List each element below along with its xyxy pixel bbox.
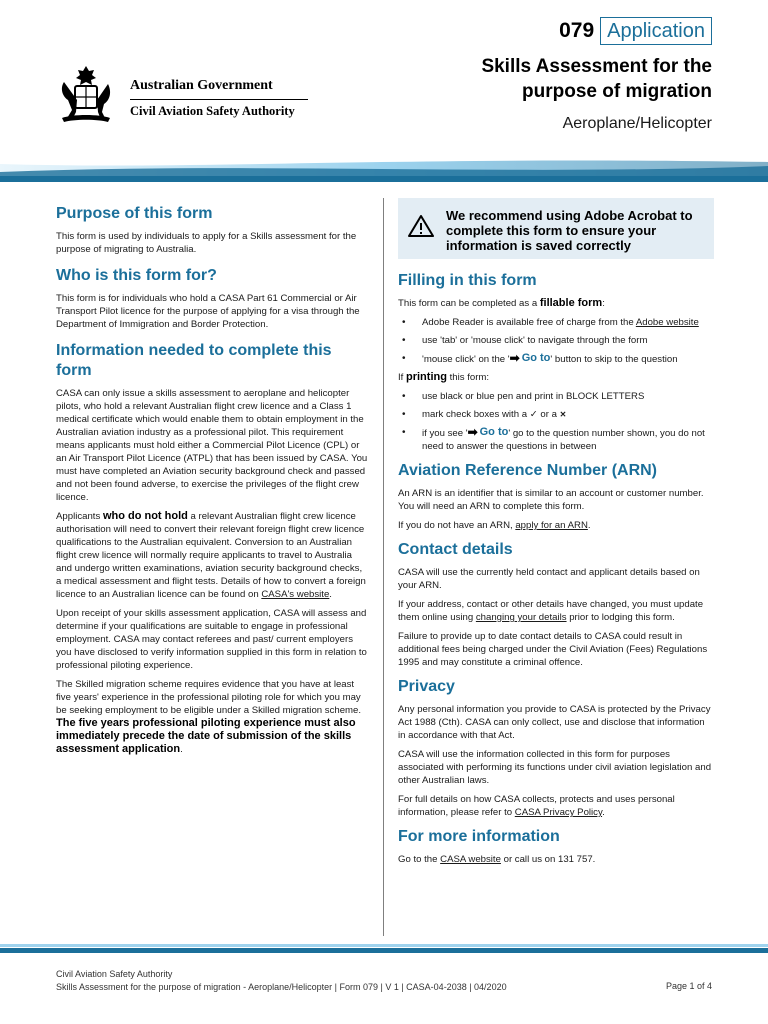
- printing-list: [398, 390, 714, 453]
- footer-band: [0, 944, 768, 958]
- check-mark-icon: ✓: [529, 409, 538, 420]
- text-run: a relevant Australian flight crew licence authorisation will need to convert their relevant foreign flight crew licence qualifications to the Australian equivalent. Conversion to an Australian flight crew licence will normally require applicants to travel to Australia and undergo written examinations, aviation security background checks, a medical assessment and flight tests. Details of how to convert a foreign licence to an Australian licence can be found on: [56, 511, 366, 600]
- privacy-paragraph-2: CASA will use the information collected in this form for purposes associated with performing its functions under civil aviation legislation and other Australian laws.: [398, 749, 712, 786]
- arn-heading: Aviation Reference Number (ARN): [398, 462, 658, 479]
- text-run: :: [602, 298, 605, 309]
- filling-intro: [398, 297, 714, 310]
- contact-paragraph-3: Failure to provide up to date contact details to CASA could result in additional fees being charged under the Civil Aviation (Fees) Regulations 1995 and may constitute a criminal offence.: [398, 631, 708, 668]
- go-to-button: [468, 426, 509, 439]
- casa-logo: [56, 62, 326, 132]
- filling-heading: Filling in this form: [398, 272, 537, 289]
- arn-paragraph-2: [398, 519, 714, 532]
- privacy-policy-link[interactable]: CASA Privacy Policy: [514, 807, 603, 818]
- form-title-line2: purpose of migration: [522, 81, 712, 102]
- text-run: If: [398, 372, 406, 383]
- emphasis: The five years professional piloting experience must also immediately precede the date of submission of the skills assessment application: [56, 717, 356, 755]
- arn-paragraph-1: An ARN is an identifier that is similar to an account or customer number. You will need an ARN to complete this form.: [398, 488, 704, 512]
- text-run: prior to lodging this form.: [566, 612, 675, 623]
- text-run: The Skilled migration scheme requires evidence that you have at least five years' experience in the professional piloting role for which you may be seeking employment to be eligible under a Skilled migration scheme.: [56, 679, 362, 716]
- go-to-label: Go to: [521, 352, 551, 364]
- go-to-button[interactable]: [510, 352, 551, 365]
- casa-website-link[interactable]: CASA website: [440, 854, 501, 865]
- coat-of-arms-icon: [56, 62, 116, 126]
- text-run: If you do not have an ARN,: [398, 520, 516, 531]
- go-to-label: Go to: [479, 426, 509, 438]
- form-title: [481, 54, 712, 104]
- emphasis: fillable form: [539, 297, 603, 309]
- privacy-heading: Privacy: [398, 678, 455, 695]
- text-run: ' button to skip to the question: [550, 354, 678, 365]
- text-run: Applicants: [56, 511, 103, 522]
- text-run: 'mouse click' on the ': [422, 354, 510, 365]
- purpose-text: This form is used by individuals to apply for a Skills assessment for the purpose of migrating to Australia.: [56, 231, 357, 255]
- form-title-line1: Skills Assessment for the: [481, 56, 712, 77]
- casa-website-link[interactable]: CASA's website: [261, 589, 330, 600]
- more-info-heading: For more information: [398, 828, 560, 845]
- emphasis: printing: [406, 371, 447, 383]
- column-divider: [383, 198, 384, 936]
- arrow-right-icon: ➡: [467, 425, 478, 439]
- apply-arn-link[interactable]: apply for an ARN: [515, 520, 588, 531]
- text-run: Go to the: [398, 854, 441, 865]
- info-paragraph-1: CASA can only issue a skills assessment to aeroplane and helicopter pilots, who hold a relevant Australian flight crew licence and a Class 1 medical certificate which would enable them to obtain employment in the Australian aviation industry as a professional pilot. This requirement means applicants must hold either a Commercial Pilot Licence (CPL) or an Air Transport Pilot Licence (ATPL) that has been issued by CASA. You must have completed an Aviation security background check and passed and not been found adverse, to exercise the privileges of the flight crew licence.: [56, 388, 368, 503]
- right-column: [398, 198, 714, 872]
- left-column: [56, 198, 368, 762]
- list-item: [398, 426, 714, 453]
- purpose-heading: Purpose of this form: [56, 205, 213, 222]
- logo-rule: [130, 99, 308, 100]
- who-heading: Who is this form for?: [56, 267, 217, 284]
- callout-text: We recommend using Adobe Acrobat to complete this form to ensure your information is saved correctly: [446, 208, 693, 253]
- text-run: This form can be completed as a: [398, 298, 540, 309]
- footer-form-details: Skills Assessment for the purpose of migration - Aeroplane/Helicopter | Form 079 | V 1 | CASA-04-2038 | 04/2020: [56, 982, 507, 992]
- text-run: For full details on how CASA collects, protects and uses personal information, please refer to: [398, 794, 675, 818]
- list-item: • use 'tab' or 'mouse click' to navigate through the form: [398, 334, 714, 347]
- changing-details-link[interactable]: changing your details: [475, 612, 567, 623]
- text-run: ' go to the question number shown, you do not need to answer the questions in between: [422, 428, 705, 452]
- text-run: If your address, contact or other details have changed, you must update them online using: [398, 599, 704, 623]
- text-run: .: [587, 520, 591, 531]
- page-number: Page 1 of 4: [665, 981, 712, 991]
- form-type-badge: Application: [600, 17, 712, 45]
- text-run: mark check boxes with a: [422, 409, 530, 420]
- text-run: .: [180, 744, 183, 755]
- text-run: this form:: [446, 372, 490, 383]
- who-text: This form is for individuals who hold a CASA Part 61 Commercial or Air Transport Pilot licence for the purpose of applying for a visa through the Department of Immigration and Border Protection.: [56, 293, 360, 330]
- acrobat-callout: [398, 198, 714, 259]
- text-run: .: [329, 589, 332, 600]
- info-paragraph-3: Upon receipt of your skills assessment application, CASA will assess and determine if your qualifications are suitable to engage in professional employment. CASA may contact referees and past/ current employers you have disclosed to verify information supplied in this form in relation to professional piloting experience.: [56, 608, 367, 671]
- contact-paragraph-2: [398, 598, 714, 624]
- list-item: [398, 316, 714, 329]
- emphasis: who do not hold: [102, 510, 188, 522]
- printing-intro: [398, 371, 714, 384]
- privacy-paragraph-3: [398, 793, 714, 819]
- footer-agency: Civil Aviation Safety Authority: [56, 969, 173, 979]
- adobe-website-link[interactable]: Adobe website: [635, 317, 699, 328]
- list-item: [398, 352, 714, 366]
- contact-heading: Contact details: [398, 541, 513, 558]
- form-number-block: [559, 17, 712, 45]
- header-band: [0, 152, 768, 182]
- cross-mark-icon: ✕: [559, 410, 567, 419]
- list-item: [398, 408, 714, 421]
- info-heading: Information needed to complete this form: [56, 342, 332, 379]
- agency-name: Civil Aviation Safety Authority: [130, 104, 295, 118]
- more-info-text: [398, 853, 714, 866]
- fillable-list: [398, 316, 714, 366]
- form-subtitle: Aeroplane/Helicopter: [562, 115, 712, 132]
- text-run: or call us on 131 757.: [500, 854, 596, 865]
- arrow-right-icon: ➡: [509, 351, 520, 365]
- text-run: if you see ': [422, 428, 468, 439]
- info-paragraph-2: [56, 510, 368, 601]
- contact-paragraph-1: CASA will use the currently held contact and applicant details based on your ARN.: [398, 567, 700, 591]
- text-run: or a: [537, 409, 560, 420]
- footer: [56, 968, 507, 994]
- government-name: Australian Government: [130, 78, 273, 93]
- text-run: .: [602, 807, 605, 818]
- info-paragraph-4: [56, 678, 368, 756]
- privacy-paragraph-1: Any personal information you provide to CASA is protected by the Privacy Act 1988 (Cth). CASA can only collect, use and disclose that information in accordance with that Act.: [398, 704, 711, 741]
- form-number: 079: [559, 19, 595, 42]
- warning-icon: [408, 214, 434, 238]
- list-item: • use black or blue pen and print in BLOCK LETTERS: [398, 390, 714, 403]
- text-run: Adobe Reader is available free of charge from the: [422, 317, 636, 328]
